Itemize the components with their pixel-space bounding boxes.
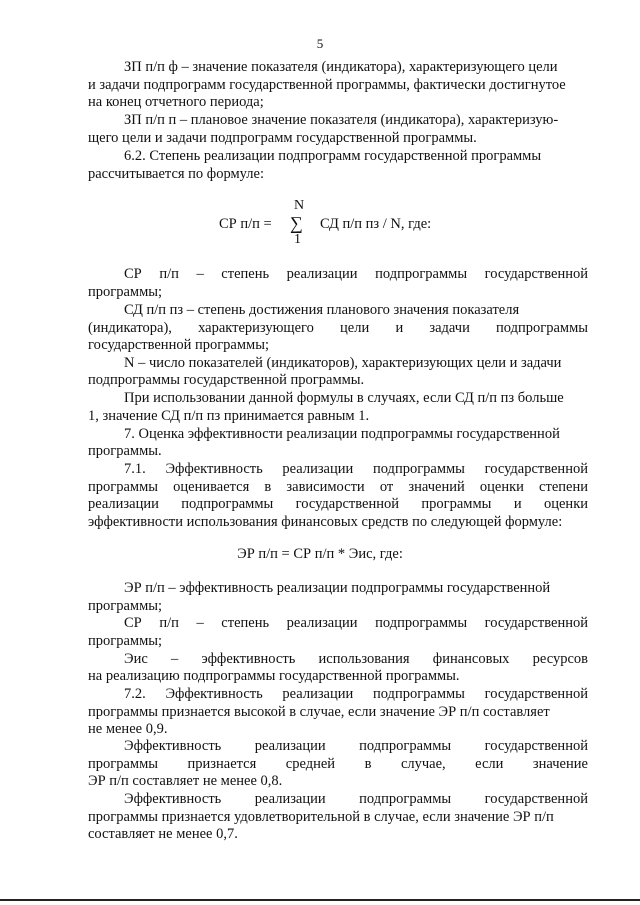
definition-line: Эис – эффективность использования финансовых ресурсов (124, 651, 588, 667)
text-line: ЭР п/п составляет не менее 0,8. (88, 773, 283, 789)
page-number: 5 (316, 36, 324, 51)
text-line: программы; (88, 633, 163, 649)
text-line: ЗП п/п ф – значение показателя (индикатора), характеризующего цели (124, 59, 558, 75)
text-line: Эффективность реализации подпрограммы государственной (124, 791, 588, 807)
text-line: эффективности использования финансовых средств по следующей формуле: (88, 514, 563, 530)
text-line: При использовании данной формулы в случаях, если СД п/п пз больше (124, 390, 564, 406)
text-line: программы признается высокой в случае, если значение ЭР п/п составляет (88, 704, 550, 720)
text-line: программы; (88, 598, 163, 614)
text-line: рассчитывается по формуле: (88, 166, 264, 182)
definition-line: СР п/п – степень реализации подпрограммы государственной (124, 615, 588, 631)
text-line: государственной программы; (88, 337, 269, 353)
formula-lower-limit: 1 (294, 232, 301, 247)
text-line: и задачи подпрограмм государственной программы, фактически достигнутое (88, 77, 566, 93)
text-line: 7.1. Эффективность реализации подпрограммы государственной (124, 461, 588, 477)
definition-line: ЭР п/п – эффективность реализации подпрограммы государственной (124, 580, 551, 596)
bottom-edge-line (0, 899, 640, 901)
text-line: программы признается средней в случае, если значение (88, 756, 588, 772)
formula-upper-limit: N (294, 198, 305, 213)
text-line: программы признается удовлетворительной в случае, если значение ЭР п/п (88, 809, 554, 825)
text-line: 7.2. Эффективность реализации подпрограммы государственной (124, 686, 588, 702)
formula-rhs: СД п/п пз / N, где: (320, 216, 432, 232)
text-line: подпрограммы государственной программы. (88, 372, 365, 388)
text-line: на конец отчетного периода; (88, 94, 264, 110)
text-line: 6.2. Степень реализации подпрограмм государственной программы (124, 148, 542, 164)
definition-line: (индикатора), характеризующего цели и задачи подпрограммы (88, 320, 588, 336)
text-line: программы. (88, 443, 162, 459)
text-line: Эффективность реализации подпрограммы государственной (124, 738, 588, 754)
definition-line: N – число показателей (индикаторов), характеризующих цели и задачи (124, 355, 562, 371)
sigma-symbol: ∑ (290, 213, 303, 233)
text-line: на реализацию подпрограммы государственной программы. (88, 668, 460, 684)
definition-line: СР п/п – степень реализации подпрограммы государственной (124, 266, 588, 282)
text-line: программы; (88, 284, 163, 300)
formula-lhs: СР п/п = (219, 216, 272, 232)
section-heading: 7. Оценка эффективности реализации подпрограммы государственной (124, 426, 560, 442)
text-line: реализации подпрограммы государственной программы и оценки (88, 496, 588, 512)
text-line: ЗП п/п п – плановое значение показателя (индикатора), характеризую- (124, 112, 559, 128)
text-line: программы оценивается в зависимости от значений оценки степени (88, 479, 588, 495)
formula-efficiency: ЭР п/п = СР п/п * Эис, где: (237, 546, 403, 562)
text-line: 1, значение СД п/п пз принимается равным 1. (88, 408, 370, 424)
text-line: не менее 0,9. (88, 721, 168, 737)
text-line: щего цели и задачи подпрограмм государственной программы. (88, 130, 477, 146)
text-line: составляет не менее 0,7. (88, 826, 238, 842)
definition-line: СД п/п пз – степень достижения планового значения показателя (124, 302, 520, 318)
